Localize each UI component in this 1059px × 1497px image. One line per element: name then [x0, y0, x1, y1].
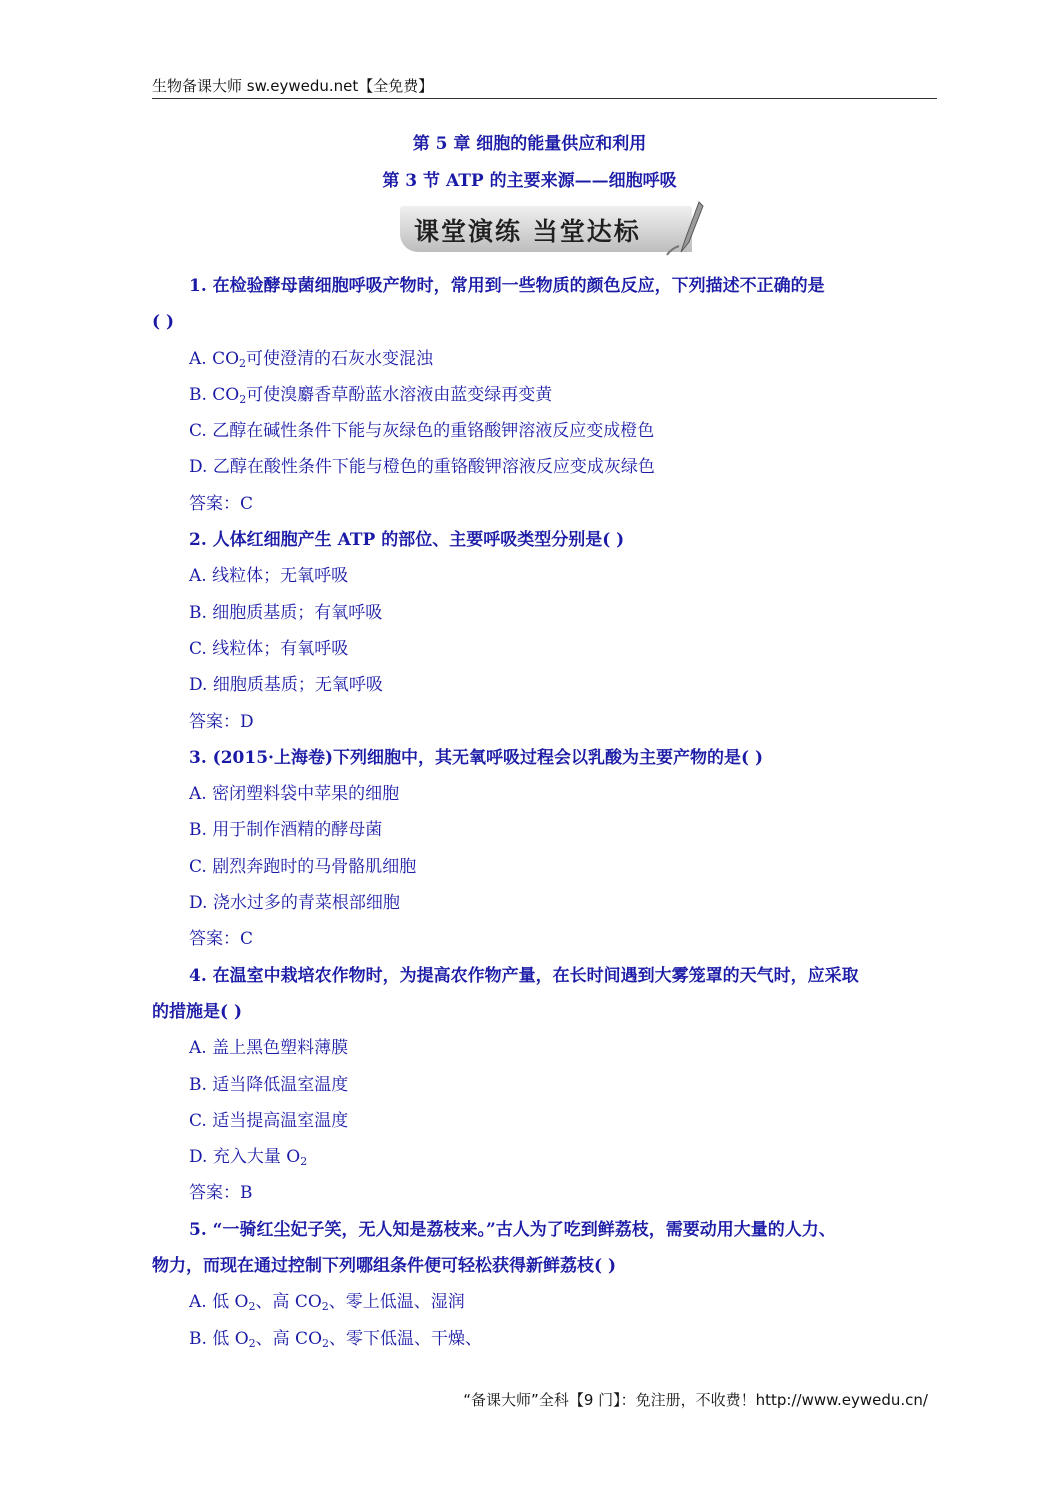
pen-icon	[665, 200, 705, 256]
option-d: D. 充入大量 $O_2$	[189, 1147, 308, 1169]
question-stem: 5. “一骑红尘妃子笑，无人知是荔枝来。”古人为了吃到鲜荔枝，需要动用大量的人力、	[189, 1219, 836, 1240]
option-c: C. 乙醇在碱性条件下能与灰绿色的重铬酸钾溶液反应变成橙色	[189, 421, 655, 442]
answer: 答案：B	[189, 1183, 253, 1204]
question-stem: 3. (2015·上海卷)下列细胞中，其无氧呼吸过程会以乳酸为主要产物的是( )	[189, 747, 763, 768]
option-b: B. $CO_2$可使溴麝香草酚蓝水溶液由蓝变绿再变黄	[189, 384, 553, 406]
option-b: B. 适当降低温室温度	[189, 1074, 349, 1095]
option-a: A. 线粒体；无氧呼吸	[189, 566, 349, 587]
option-a: A. 密闭塑料袋中苹果的细胞	[189, 784, 400, 805]
page-footer	[0, 1389, 928, 1410]
question-stem: 1. 在检验酵母菌细胞呼吸产物时，常用到一些物质的颜色反应，下列描述不正确的是	[189, 276, 825, 296]
question-stem-continued: 物力，而现在通过控制下列哪组条件便可轻松获得新鲜荔枝( )	[152, 1256, 617, 1277]
question-stem: 2. 人体红细胞产生 ATP 的部位、主要呼吸类型分别是( )	[189, 530, 625, 551]
page-header	[152, 76, 937, 99]
question-list	[152, 268, 937, 1357]
option-a: A. 盖上黑色塑料薄膜	[189, 1038, 349, 1059]
option-d: D. 乙醇在酸性条件下能与橙色的重铬酸钾溶液反应变成灰绿色	[189, 457, 655, 478]
banner-text: 课堂演练 当堂达标	[414, 217, 641, 246]
option-c: C. 适当提高温室温度	[189, 1110, 349, 1131]
option-b: B. 低 $O_2$、高 $CO_2$、零下低温、干燥、	[189, 1328, 483, 1350]
option-d: D. 细胞质基质；无氧呼吸	[189, 675, 383, 696]
option-b: B. 细胞质基质；有氧呼吸	[189, 602, 383, 623]
section-banner	[400, 200, 705, 256]
question-stem-continued: ( )	[152, 312, 175, 333]
option-c: C. 剧烈奔跑时的马骨骼肌细胞	[189, 856, 417, 877]
answer: 答案：C	[189, 929, 254, 950]
option-c: C. 线粒体；有氧呼吸	[189, 638, 349, 659]
answer: 答案：D	[189, 711, 254, 732]
question-stem-continued: 的措施是( )	[152, 1001, 243, 1022]
answer: 答案：C	[189, 493, 254, 514]
footer-text: “备课大师”全科【9 门】：免注册，不收费！http://www.eywedu.cn/	[463, 1391, 928, 1409]
option-d: D. 浇水过多的青菜根部细胞	[189, 893, 400, 914]
chapter-title: 第 5 章 细胞的能量供应和利用	[412, 134, 647, 154]
option-a: A. $CO_2$可使澄清的石灰水变混浊	[189, 348, 434, 370]
section-title: 第 3 节 ATP 的主要来源——细胞呼吸	[382, 171, 677, 191]
option-b: B. 用于制作酒精的酵母菌	[189, 820, 383, 841]
option-a: A. 低 $O_2$、高 $CO_2$、零上低温、湿润	[189, 1292, 465, 1314]
header-text: 生物备课大师 sw.eywedu.net【全免费】	[152, 77, 434, 95]
question-stem: 4. 在温室中栽培农作物时，为提高农作物产量，在长时间遇到大雾笼罩的天气时，应采取	[189, 965, 859, 986]
